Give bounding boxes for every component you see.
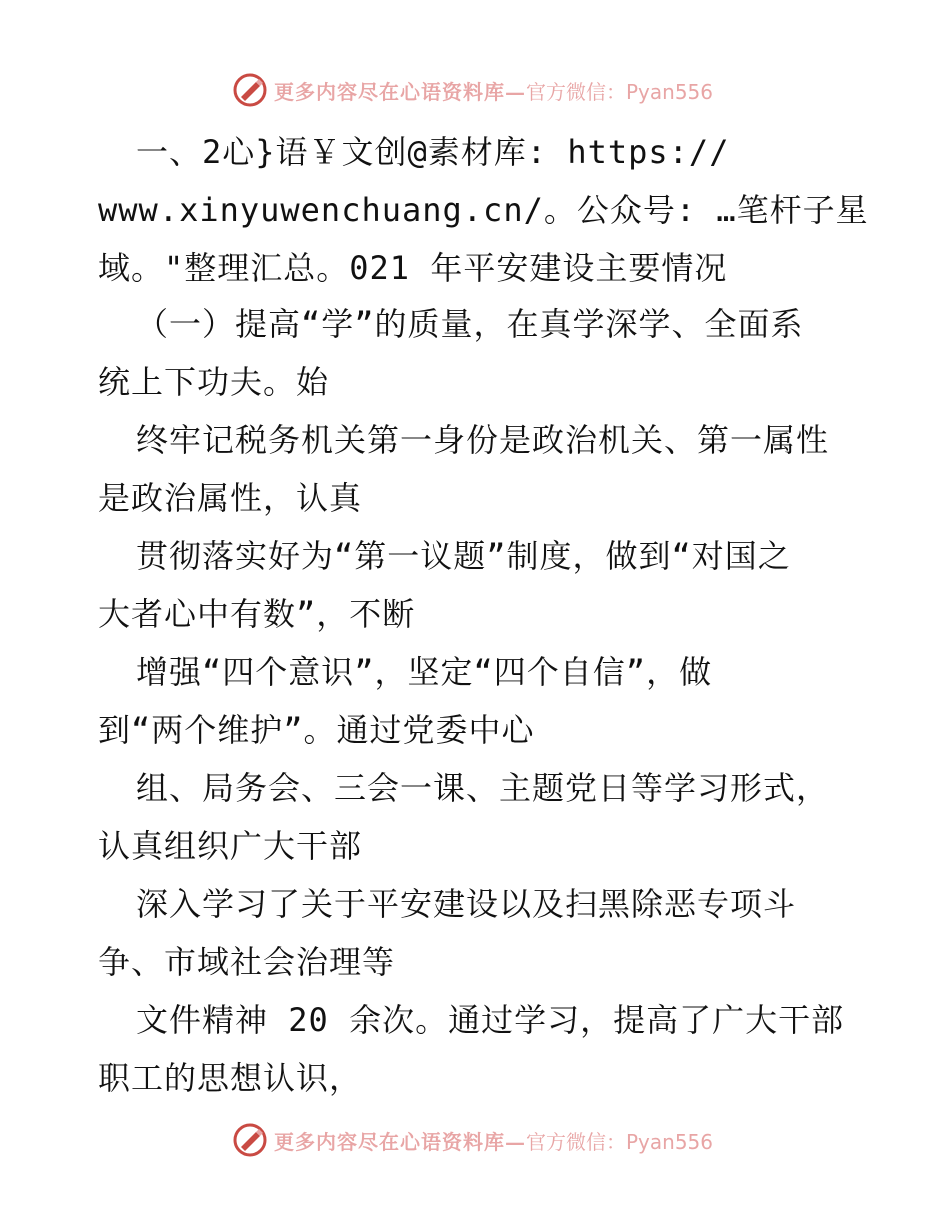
body-line: 文件精神 20 余次。通过学习，提高了广大干部 [136, 1001, 845, 1039]
body-line: 域。"整理汇总。021 年平安建设主要情况 [98, 249, 728, 287]
header-watermark-banner [232, 70, 713, 110]
body-line: 争、市域社会治理等 [98, 943, 396, 981]
brush-logo-icon [232, 1122, 268, 1158]
body-line: 增强“四个意识”，坚定“四个自信”，做 [136, 653, 713, 691]
watermark-text: 更多内容尽在心语资料库— [274, 79, 526, 104]
watermark-text: 更多内容尽在心语资料库— [274, 1129, 526, 1154]
watermark-contact: 官方微信：Pyan556 [526, 1129, 714, 1154]
body-line: 贯彻落实好为“第一议题”制度，做到“对国之 [136, 537, 791, 575]
body-line: 组、局务会、三会一课、主题党日等学习形式， [136, 769, 830, 807]
body-line: 大者心中有数”，不断 [98, 595, 416, 633]
watermark-contact: 官方微信：Pyan556 [526, 79, 714, 104]
brush-logo-icon [232, 72, 268, 108]
footer-watermark-banner [232, 1120, 713, 1160]
body-line: （一）提高“学”的质量，在真学深学、全面系 [136, 305, 804, 343]
body-line: 统上下功夫。始 [98, 363, 330, 401]
body-line: 职工的思想认识， [98, 1059, 363, 1097]
body-line: 是政治属性，认真 [98, 479, 363, 517]
body-line: 一、2心}语￥文创@素材库: https:// [136, 133, 730, 171]
body-line: 深入学习了关于平安建设以及扫黑除恶专项斗 [136, 885, 797, 923]
body-line: 认真组织广大干部 [98, 827, 363, 865]
body-line: 终牢记税务机关第一身份是政治机关、第一属性 [136, 421, 830, 459]
body-line: 到“两个维护”。通过党委中心 [98, 711, 535, 749]
body-line: www.xinyuwenchuang.cn/。公众号: …笔杆子星 [98, 191, 869, 229]
